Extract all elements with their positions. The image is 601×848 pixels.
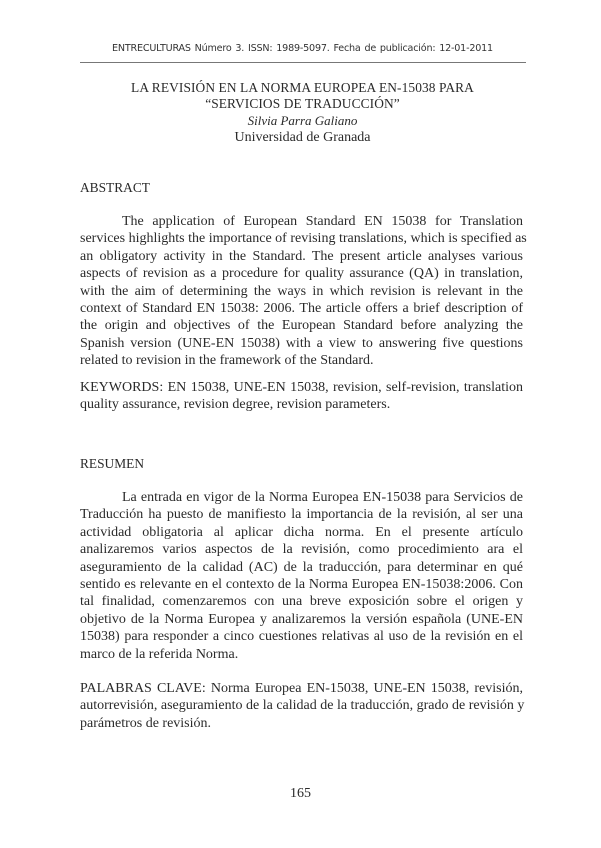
text-line: sentido es relevante en el contexto de la Norma Europea EN-15038:2006. Con bbox=[80, 577, 523, 593]
abstract-heading: ABSTRACT bbox=[80, 180, 150, 195]
text-line: the origin and objectives of the European Standard before analyzing the bbox=[80, 318, 523, 334]
resumen-heading: RESUMEN bbox=[80, 456, 144, 471]
text-line: aspects of revision as a procedure for quality assurance (QA) in translation, bbox=[80, 266, 523, 282]
text-line: PALABRAS CLAVE: Norma Europea EN-15038, UNE-EN 15038, revisión, bbox=[80, 681, 523, 696]
text-line: analizaremos varios aspectos de la revisión, como procedimiento ara el bbox=[80, 542, 523, 558]
text-line: quality assurance, revision degree, revision parameters. bbox=[80, 397, 391, 413]
text-line: Traducción ha puesto de manifiesto la importancia de la revisión, al ser una bbox=[80, 507, 523, 523]
text-line: services highlights the importance of revising translations, which is specified as bbox=[80, 231, 527, 247]
text-line: La entrada en vigor de la Norma Europea EN-15038 para Servicios de bbox=[122, 490, 523, 505]
author-name: Silvia Parra Galiano bbox=[247, 113, 358, 128]
abstract-paragraph bbox=[80, 213, 527, 370]
text-line: autorrevisión, aseguramiento de la calidad de la traducción, grado de revisión y bbox=[80, 698, 525, 714]
text-line: 15038) para responder a cinco cuestiones relativas al uso de la revisión en el bbox=[80, 629, 523, 645]
page-number: 165 bbox=[290, 786, 311, 801]
text-line: related to revision in the framework of the Standard. bbox=[80, 353, 374, 369]
keywords bbox=[80, 379, 523, 414]
text-line: with the aim of determining the ways in which revision is relevant in the bbox=[80, 283, 523, 299]
text-line: aseguramiento de la calidad (AC) de la traducción, para determinar en qué bbox=[80, 559, 523, 575]
text-line: The application of European Standard EN 15038 for Translation bbox=[122, 214, 523, 229]
article-title-line-2: “SERVICIOS DE TRADUCCIÓN” bbox=[205, 96, 400, 111]
text-line: tal finalidad, comenzaremos con una breve exposición sobre el origen y bbox=[80, 594, 523, 610]
affiliation: Universidad de Granada bbox=[234, 130, 371, 145]
text-line: actividad obligatoria al aplicar dicha norma. En el presente artículo bbox=[80, 524, 523, 540]
resumen-paragraph bbox=[80, 489, 523, 663]
text-line: marco de la referida Norma. bbox=[80, 646, 239, 662]
article-title-line-1: LA REVISIÓN EN LA NORMA EUROPEA EN-15038 PARA bbox=[131, 80, 474, 95]
header-rule bbox=[80, 62, 526, 63]
running-header: ENTRECULTURAS Número 3. ISSN: 1989-5097. Fecha de publicación: 12-01-2011 bbox=[112, 43, 493, 54]
text-line: an obligatory activity in the Standard. The present article analyses various bbox=[80, 248, 523, 264]
text-line: objetivo de la Norma Europea y analizaremos la versión española (UNE-EN bbox=[80, 611, 523, 627]
text-line: parámetros de revisión. bbox=[80, 715, 212, 731]
text-line: Spanish version (UNE-EN 15038) with a view to answering five questions bbox=[80, 335, 523, 351]
text-line: context of Standard EN 15038: 2006. The article offers a brief description of bbox=[80, 301, 523, 317]
palabras-clave bbox=[80, 680, 523, 732]
text-line: KEYWORDS: EN 15038, UNE-EN 15038, revision, self-revision, translation bbox=[80, 380, 523, 395]
